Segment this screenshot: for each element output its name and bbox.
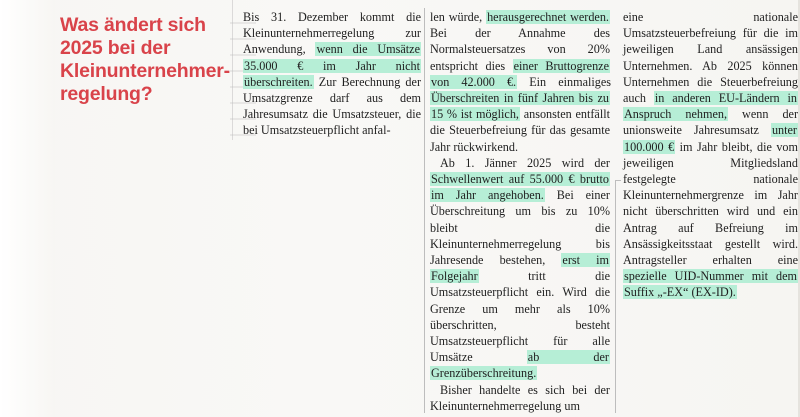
highlighted-text: einer Bruttogrenze von 42.000 €. [431,58,609,89]
text-run: ansonsten entfällt die Steuerbefreiung für das gesamte Jahr rückwirkend. [430,107,610,154]
highlighted-text: wenn die Umsätze 35.000 € im Jahr nicht überschreiten. [244,42,420,89]
column-divider [615,180,616,413]
text-run: Ab 1. Jänner 2025 wird der [440,155,610,170]
highlighted-text: Überschreiten in fünf Jahren bis zu 15 % ist möglich, [431,91,609,122]
text-run: Bis 31. Dezember kommt die Kleinunternehmerregelung zur Anwendung, [243,10,421,57]
text-run: Zur Berechnung der Umsatzgrenze darf aus dem Jahresumsatz die Umsatzsteuer, die bei Umsatzsteuerpflicht anfal- [243,74,421,138]
column-divider [232,0,233,140]
highlighted-text: Schwellenwert auf 55.000 € brutto im Jahr angehoben. [431,172,609,203]
column-divider [615,180,621,181]
highlighted-text: ab der Grenzüberschreitung. [431,350,609,381]
paragraph [430,9,610,155]
previous-page-bleed [0,0,55,417]
paragraph [430,382,610,414]
text-run: eine nationale Umsatzsteuerbefreiung für die im jeweiligen Land ansässigen Unternehmen. Ab 2025 können Unternehmen die Steuerbefreiung auch [623,10,798,106]
text-column-2 [430,9,610,414]
text-run: wenn der unionsweite Jahresumsatz [623,107,799,138]
highlighted-text: unter 100.000 € [624,123,797,154]
text-run: len würde, [430,10,487,24]
paragraph [430,155,610,382]
text-run: Bisher handelte es sich bei der Kleinunternehmerregelung um [430,382,610,413]
highlighted-text: spezielle UID-Nummer mit dem Suffix „-EX“ (EX-ID). [624,269,797,300]
text-column-1 [243,9,421,139]
highlighted-text: herausgerechnet werden. [487,10,609,24]
text-run: Bei einer Überschreitung um bis zu 10% bleibt die Kleinunternehmerregelung bis Jahresende bestehen, [430,188,610,268]
paragraph [243,9,421,139]
text-run: Ein einmaliges [517,74,611,89]
highlighted-text: erst im Folgejahr [431,253,609,284]
paragraph [623,9,798,301]
text-column-3 [623,9,798,301]
column-divider [424,8,425,413]
text-run: tritt die Umsatzsteuerpflicht ein. Wird die Grenze um mehr als 10% überschritten, besteht Umsatzsteuerpflicht für alle Umsätze [430,269,610,365]
article-headline: Was ändert sich 2025 bei der Kleinunternehmer-regelung? [60,14,230,105]
text-run: Bei der Annahme des Normalsteuersatzes von 20% entspricht dies [430,26,610,73]
text-run: im Jahr bleibt, die vom jeweiligen Mitgliedsland festgelegte nationale Kleinunternehmergrenze im Jahr nicht überschritten wird und ein Antrag auf Befreiung im Ansässigkeitsstaat gestellt wird. Antragsteller erhalten eine [623,139,799,268]
highlighted-text: in anderen EU-Ländern in Anspruch nehmen, [624,91,798,122]
